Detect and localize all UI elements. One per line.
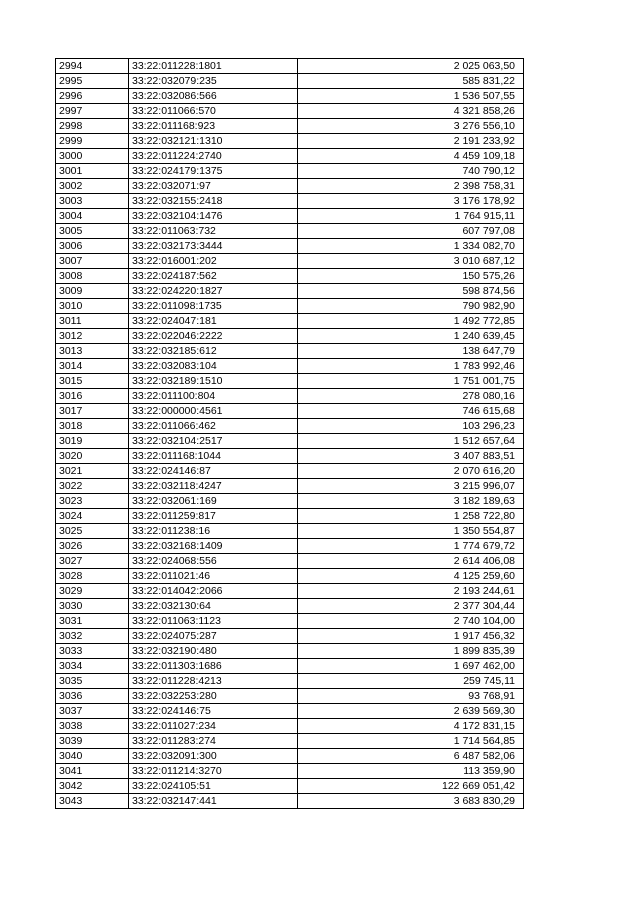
row-number-cell: 3000 [56,149,129,164]
row-number-cell: 3024 [56,509,129,524]
value-cell: 1 240 639,45 [298,329,524,344]
value-cell: 93 768,91 [298,689,524,704]
cadastral-number-cell: 33:22:032190:480 [129,644,298,659]
table-row [56,149,524,164]
table-row [56,794,524,809]
table-row [56,119,524,134]
table-row [56,344,524,359]
value-cell: 3 176 178,92 [298,194,524,209]
row-number-cell: 2996 [56,89,129,104]
value-cell: 1 258 722,80 [298,509,524,524]
row-number-cell: 3027 [56,554,129,569]
cadastral-number-cell: 33:22:024105:51 [129,779,298,794]
table-row [56,689,524,704]
row-number-cell: 3036 [56,689,129,704]
table-row [56,719,524,734]
row-number-cell: 3001 [56,164,129,179]
value-cell: 1 536 507,55 [298,89,524,104]
table-row [56,614,524,629]
cadastral-number-cell: 33:22:032071:97 [129,179,298,194]
table-row [56,404,524,419]
cadastral-number-cell: 33:22:032086:566 [129,89,298,104]
row-number-cell: 3020 [56,449,129,464]
cadastral-number-cell: 33:22:032173:3444 [129,239,298,254]
row-number-cell: 3016 [56,389,129,404]
table-row [56,569,524,584]
cadastral-number-cell: 33:22:011168:923 [129,119,298,134]
row-number-cell: 3004 [56,209,129,224]
cadastral-number-cell: 33:22:032104:2517 [129,434,298,449]
table-row [56,329,524,344]
value-cell: 585 831,22 [298,74,524,89]
row-number-cell: 2995 [56,74,129,89]
cadastral-number-cell: 33:22:011027:234 [129,719,298,734]
row-number-cell: 3008 [56,269,129,284]
row-number-cell: 3018 [56,419,129,434]
cadastral-number-cell: 33:22:024075:287 [129,629,298,644]
row-number-cell: 3037 [56,704,129,719]
value-cell: 2 025 063,50 [298,59,524,74]
row-number-cell: 3040 [56,749,129,764]
table-row [56,374,524,389]
table-row [56,389,524,404]
cadastral-number-cell: 33:22:011283:274 [129,734,298,749]
value-cell: 598 874,56 [298,284,524,299]
cadastral-number-cell: 33:22:011228:4213 [129,674,298,689]
row-number-cell: 3031 [56,614,129,629]
table-row [56,449,524,464]
cadastral-number-cell: 33:22:000000:4561 [129,404,298,419]
row-number-cell: 2997 [56,104,129,119]
table-row [56,314,524,329]
value-cell: 4 321 858,26 [298,104,524,119]
value-cell: 4 125 259,60 [298,569,524,584]
row-number-cell: 3015 [56,374,129,389]
value-cell: 2 070 616,20 [298,464,524,479]
row-number-cell: 3007 [56,254,129,269]
value-cell: 2 193 244,61 [298,584,524,599]
cadastral-number-cell: 33:22:032121:1310 [129,134,298,149]
table-row [56,224,524,239]
value-cell: 138 647,79 [298,344,524,359]
row-number-cell: 3026 [56,539,129,554]
value-cell: 1 751 001,75 [298,374,524,389]
table-row [56,209,524,224]
table-row [56,659,524,674]
cadastral-number-cell: 33:22:024146:75 [129,704,298,719]
value-cell: 3 276 556,10 [298,119,524,134]
table-row [56,629,524,644]
row-number-cell: 3021 [56,464,129,479]
cadastral-number-cell: 33:22:024187:562 [129,269,298,284]
table-row [56,419,524,434]
value-cell: 746 615,68 [298,404,524,419]
value-cell: 1 512 657,64 [298,434,524,449]
value-cell: 740 790,12 [298,164,524,179]
value-cell: 122 669 051,42 [298,779,524,794]
row-number-cell: 3014 [56,359,129,374]
value-cell: 259 745,11 [298,674,524,689]
table-row [56,734,524,749]
table-row [56,254,524,269]
row-number-cell: 3009 [56,284,129,299]
data-table [55,58,524,809]
table-row [56,509,524,524]
value-cell: 4 172 831,15 [298,719,524,734]
table-row [56,749,524,764]
cadastral-number-cell: 33:22:024220:1827 [129,284,298,299]
cadastral-number-cell: 33:22:011224:2740 [129,149,298,164]
value-cell: 2 191 233,92 [298,134,524,149]
value-cell: 113 359,90 [298,764,524,779]
row-number-cell: 3043 [56,794,129,809]
value-cell: 2 614 406,08 [298,554,524,569]
cadastral-number-cell: 33:22:011098:1735 [129,299,298,314]
row-number-cell: 2994 [56,59,129,74]
table-row [56,464,524,479]
row-number-cell: 2999 [56,134,129,149]
row-number-cell: 3011 [56,314,129,329]
cadastral-number-cell: 33:22:032061:169 [129,494,298,509]
value-cell: 2 639 569,30 [298,704,524,719]
value-cell: 1 899 835,39 [298,644,524,659]
table-row [56,644,524,659]
row-number-cell: 3030 [56,599,129,614]
cadastral-number-cell: 33:22:024179:1375 [129,164,298,179]
table-row [56,59,524,74]
row-number-cell: 3032 [56,629,129,644]
cadastral-number-cell: 33:22:032155:2418 [129,194,298,209]
cadastral-number-cell: 33:22:024047:181 [129,314,298,329]
cadastral-number-cell: 33:22:032185:612 [129,344,298,359]
row-number-cell: 3035 [56,674,129,689]
document-page [55,58,524,809]
value-cell: 1 492 772,85 [298,314,524,329]
value-cell: 3 010 687,12 [298,254,524,269]
row-number-cell: 2998 [56,119,129,134]
table-row [56,89,524,104]
table-row [56,554,524,569]
value-cell: 1 774 679,72 [298,539,524,554]
cadastral-number-cell: 33:22:032083:104 [129,359,298,374]
table-row [56,74,524,89]
row-number-cell: 3017 [56,404,129,419]
cadastral-number-cell: 33:22:011214:3270 [129,764,298,779]
cadastral-number-cell: 33:22:011168:1044 [129,449,298,464]
value-cell: 1 783 992,46 [298,359,524,374]
table-row [56,764,524,779]
cadastral-number-cell: 33:22:032130:64 [129,599,298,614]
cadastral-number-cell: 33:22:024068:556 [129,554,298,569]
row-number-cell: 3003 [56,194,129,209]
table-row [56,179,524,194]
cadastral-number-cell: 33:22:032168:1409 [129,539,298,554]
row-number-cell: 3019 [56,434,129,449]
table-body [56,59,524,809]
table-row [56,539,524,554]
cadastral-number-cell: 33:22:011066:570 [129,104,298,119]
table-row [56,704,524,719]
table-row [56,599,524,614]
cadastral-number-cell: 33:22:032079:235 [129,74,298,89]
table-row [56,299,524,314]
row-number-cell: 3025 [56,524,129,539]
cadastral-number-cell: 33:22:022046:2222 [129,329,298,344]
cadastral-number-cell: 33:22:011228:1801 [129,59,298,74]
row-number-cell: 3010 [56,299,129,314]
value-cell: 1 334 082,70 [298,239,524,254]
cadastral-number-cell: 33:22:032118:4247 [129,479,298,494]
cadastral-number-cell: 33:22:032253:280 [129,689,298,704]
table-row [56,239,524,254]
value-cell: 3 182 189,63 [298,494,524,509]
row-number-cell: 3013 [56,344,129,359]
cadastral-number-cell: 33:22:032147:441 [129,794,298,809]
value-cell: 3 407 883,51 [298,449,524,464]
row-number-cell: 3034 [56,659,129,674]
table-row [56,194,524,209]
row-number-cell: 3023 [56,494,129,509]
value-cell: 150 575,26 [298,269,524,284]
cadastral-number-cell: 33:22:024146:87 [129,464,298,479]
cadastral-number-cell: 33:22:014042:2066 [129,584,298,599]
table-row [56,584,524,599]
cadastral-number-cell: 33:22:032189:1510 [129,374,298,389]
table-row [56,284,524,299]
row-number-cell: 3022 [56,479,129,494]
table-row [56,359,524,374]
cadastral-number-cell: 33:22:016001:202 [129,254,298,269]
value-cell: 2 398 758,31 [298,179,524,194]
cadastral-number-cell: 33:22:011063:1123 [129,614,298,629]
value-cell: 2 377 304,44 [298,599,524,614]
cadastral-number-cell: 33:22:032104:1476 [129,209,298,224]
table-row [56,164,524,179]
table-row [56,674,524,689]
value-cell: 6 487 582,06 [298,749,524,764]
value-cell: 1 764 915,11 [298,209,524,224]
cadastral-number-cell: 33:22:011259:817 [129,509,298,524]
row-number-cell: 3038 [56,719,129,734]
cadastral-number-cell: 33:22:011021:46 [129,569,298,584]
row-number-cell: 3039 [56,734,129,749]
table-row [56,479,524,494]
table-row [56,269,524,284]
cadastral-number-cell: 33:22:011238:16 [129,524,298,539]
row-number-cell: 3012 [56,329,129,344]
cadastral-number-cell: 33:22:032091:300 [129,749,298,764]
cadastral-number-cell: 33:22:011100:804 [129,389,298,404]
row-number-cell: 3002 [56,179,129,194]
cadastral-number-cell: 33:22:011063:732 [129,224,298,239]
row-number-cell: 3028 [56,569,129,584]
table-row [56,134,524,149]
row-number-cell: 3005 [56,224,129,239]
value-cell: 278 080,16 [298,389,524,404]
row-number-cell: 3042 [56,779,129,794]
table-row [56,524,524,539]
cadastral-number-cell: 33:22:011066:462 [129,419,298,434]
value-cell: 4 459 109,18 [298,149,524,164]
value-cell: 1 350 554,87 [298,524,524,539]
table-row [56,104,524,119]
row-number-cell: 3029 [56,584,129,599]
table-row [56,434,524,449]
row-number-cell: 3033 [56,644,129,659]
row-number-cell: 3006 [56,239,129,254]
value-cell: 1 714 564,85 [298,734,524,749]
cadastral-number-cell: 33:22:011303:1686 [129,659,298,674]
value-cell: 3 683 830,29 [298,794,524,809]
row-number-cell: 3041 [56,764,129,779]
value-cell: 1 917 456,32 [298,629,524,644]
value-cell: 2 740 104,00 [298,614,524,629]
value-cell: 3 215 996,07 [298,479,524,494]
value-cell: 607 797,08 [298,224,524,239]
value-cell: 103 296,23 [298,419,524,434]
table-row [56,779,524,794]
table-row [56,494,524,509]
value-cell: 1 697 462,00 [298,659,524,674]
value-cell: 790 982,90 [298,299,524,314]
